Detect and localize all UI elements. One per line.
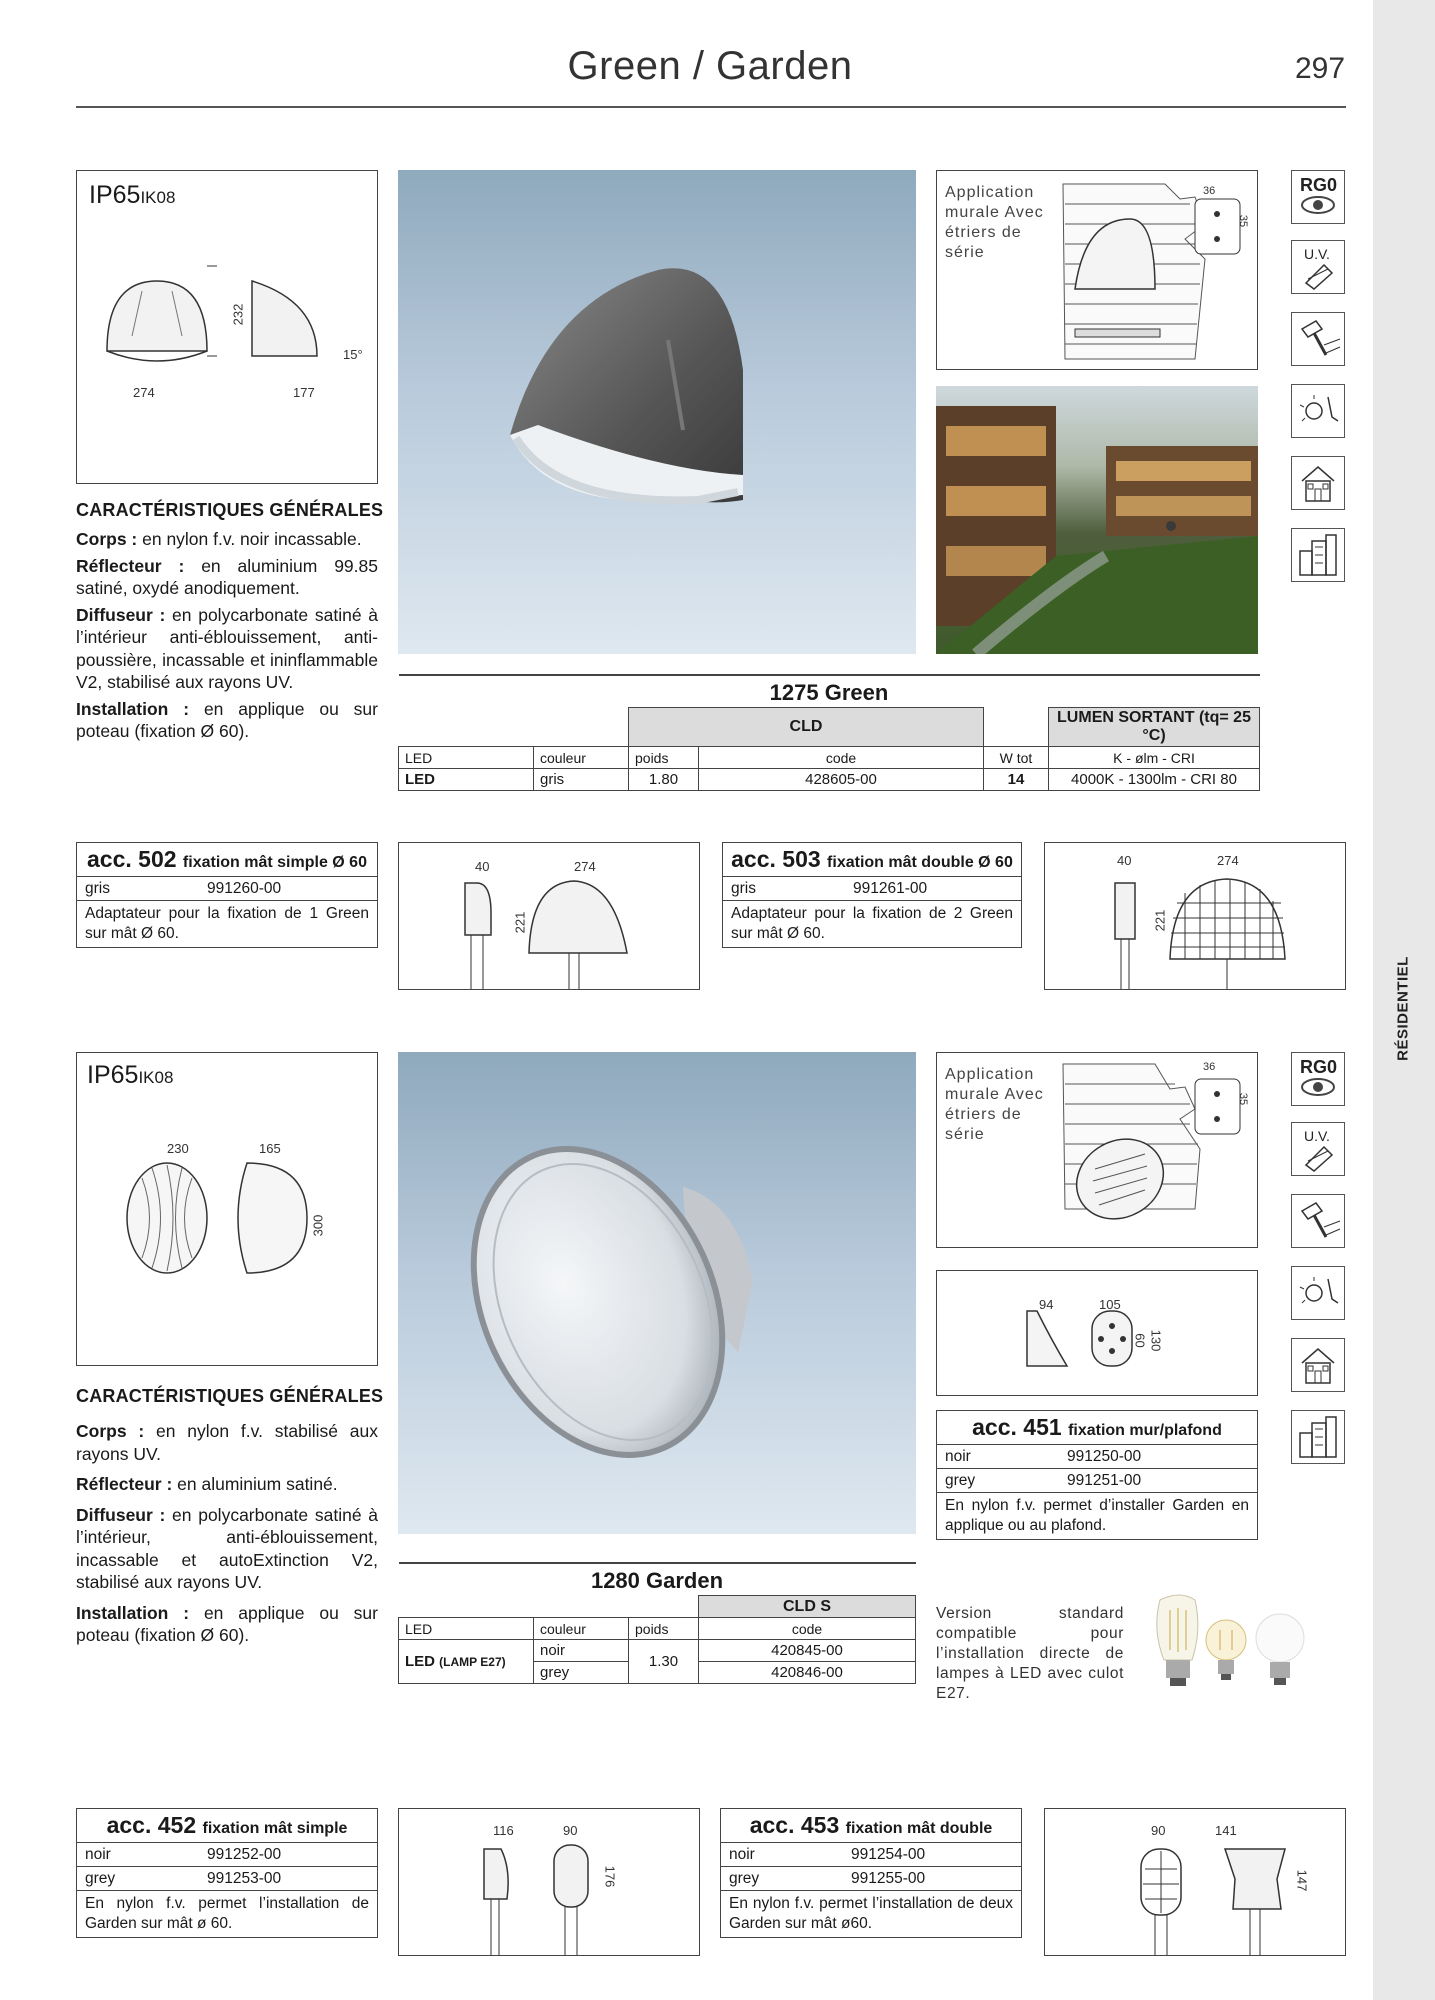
table-row: LED gris 1.80 428605-00 14 4000K - 1300lm - CRI 80 <box>399 769 1260 791</box>
garden-height-dim: 300 <box>310 1214 326 1237</box>
header-rule <box>76 106 1346 108</box>
green-table-title: 1275 Green <box>399 675 1260 708</box>
green-ambience-photo <box>936 386 1258 654</box>
rgo-eye-icon <box>1291 170 1345 224</box>
green-product-table <box>398 674 1260 791</box>
green-feature-diffuser: Diffuseur : en polycarbonate satiné à l’intérieur anti-éblouissement, anti-poussière, incassable et ininflammable V2, stabilisé aux rayons UV. <box>76 604 378 692</box>
acc-503-dim-a: 40 <box>1117 853 1132 868</box>
list-item: grey 991251-00 <box>937 1469 1257 1493</box>
green-th-wtot: W tot <box>984 747 1049 769</box>
acc-453-dim-b: 141 <box>1215 1823 1237 1838</box>
green-table-group-lumen: LUMEN SORTANT (tq= 25 °C) <box>1049 708 1260 747</box>
table-row: grey 420846-00 <box>399 1662 916 1684</box>
garden-bracket-dim-d: 130 <box>1148 1329 1164 1352</box>
acc-503-title: acc. 503 fixation mât double Ø 60 <box>723 843 1021 877</box>
garden-product-photo <box>398 1052 916 1534</box>
garden-bracket-dim-b: 105 <box>1099 1297 1121 1312</box>
glare-icon <box>1291 384 1345 438</box>
garden-th-led: LED <box>399 1618 534 1640</box>
acc-451-title: acc. 451 fixation mur/plafond <box>937 1411 1257 1445</box>
acc-453-title: acc. 453 fixation mât double <box>721 1809 1021 1843</box>
green-features-list <box>76 528 378 743</box>
green-th-led: LED <box>399 747 534 769</box>
green-feature-installation: Installation : en applique ou sur poteau (fixation Ø 60). <box>76 698 378 741</box>
uv-label: U.V. <box>1304 1128 1330 1144</box>
garden-application-box <box>936 1052 1258 1248</box>
acc-502-card <box>76 842 378 948</box>
green-depth-dim: 177 <box>293 385 315 400</box>
garden-table-group: CLD S <box>699 1596 916 1618</box>
page-number: 297 <box>1295 52 1346 85</box>
building-icon <box>1291 1410 1345 1464</box>
acc-452-title: acc. 452 fixation mât simple <box>77 1809 377 1843</box>
uv-label: U.V. <box>1304 246 1330 262</box>
acc-451-card <box>936 1410 1258 1540</box>
green-product-photo <box>398 170 916 654</box>
table-row: LED (LAMP E27) noir 1.30 420845-00 <box>399 1640 916 1662</box>
garden-led-cell: LED (LAMP E27) <box>399 1640 534 1684</box>
garden-width-dim: 230 <box>167 1141 189 1156</box>
acc-502-desc: Adaptateur pour la fixation de 1 Green sur mât Ø 60. <box>85 905 369 942</box>
list-item: noir 991252-00 <box>77 1843 377 1867</box>
green-width-dim: 274 <box>133 385 155 400</box>
green-height-dim: 232 <box>230 303 246 326</box>
green-feature-body: Corps : en nylon f.v. noir incassable. <box>76 529 362 549</box>
garden-feature-body: Corps : en nylon f.v. stabilisé aux rayons UV. <box>76 1421 379 1464</box>
acc-453-dim-a: 90 <box>1151 1823 1166 1838</box>
garden-bracket-dim-a: 94 <box>1039 1297 1054 1312</box>
garden-features-list <box>76 1420 378 1647</box>
list-item: grey 991255-00 <box>721 1867 1021 1891</box>
acc-451-desc: En nylon f.v. permet d’installer Garden en applique ou au plafond. <box>945 1497 1249 1534</box>
garden-ip-rating: IP65IK08 <box>87 1061 174 1089</box>
acc-502-dim-b: 274 <box>574 859 596 874</box>
acc-502-drawing <box>398 842 700 990</box>
acc-503-card <box>722 842 1022 948</box>
green-th-klm: K - ølm - CRI <box>1049 747 1260 769</box>
garden-th-weight: poids <box>629 1618 699 1640</box>
uv-icon <box>1291 240 1345 294</box>
green-dimension-box <box>76 170 378 484</box>
acc-502-dim-a: 40 <box>475 859 490 874</box>
list-item: gris 991260-00 <box>77 877 377 901</box>
acc-502-dim-c: 221 <box>512 911 528 934</box>
building-icon <box>1291 528 1345 582</box>
section-label: RÉSIDENTIEL <box>1394 956 1412 1061</box>
garden-bracket-dim-c: 60 <box>1132 1333 1148 1348</box>
green-dimension-drawing <box>87 261 367 391</box>
rgo-label: RG0 <box>1300 175 1338 195</box>
acc-452-dim-c: 176 <box>602 1865 618 1888</box>
glare-icon <box>1291 1266 1345 1320</box>
acc-453-card <box>720 1808 1022 1938</box>
list-item: gris 991261-00 <box>723 877 1021 901</box>
garden-dimension-box <box>76 1052 378 1366</box>
house-icon <box>1291 1338 1345 1392</box>
led-bulbs-image <box>1140 1590 1310 1700</box>
green-features-title: CARACTÉRISTIQUES GÉNÉRALES <box>76 500 384 520</box>
garden-features-title: CARACTÉRISTIQUES GÉNÉRALES <box>76 1386 384 1406</box>
list-item: noir 991250-00 <box>937 1445 1257 1469</box>
green-table-group-cld: CLD <box>629 708 984 747</box>
garden-bracket-drawing <box>936 1270 1258 1396</box>
green-app-dim-a: 36 <box>1203 185 1216 197</box>
acc-503-dim-b: 274 <box>1217 853 1239 868</box>
green-feature-reflector: Réflecteur : en aluminium 99.85 satiné, oxydé anodiquement. <box>76 555 378 598</box>
list-item: noir 991254-00 <box>721 1843 1021 1867</box>
acc-503-desc: Adaptateur pour la fixation de 2 Green sur mât Ø 60. <box>731 905 1013 942</box>
acc-453-desc: En nylon f.v. permet l’installation de deux Garden sur mât ø60. <box>729 1895 1013 1932</box>
green-th-color: couleur <box>534 747 629 769</box>
garden-application-text: Application murale Avec étriers de série <box>945 1066 1044 1143</box>
green-angle-dim: 15° <box>343 347 363 362</box>
acc-503-drawing <box>1044 842 1346 990</box>
page-title: Green / Garden <box>567 44 853 88</box>
garden-depth-dim: 165 <box>259 1141 281 1156</box>
acc-453-drawing <box>1044 1808 1346 1956</box>
acc-452-desc: En nylon f.v. permet l’installation de Garden sur mât ø 60. <box>85 1895 369 1932</box>
garden-app-dim-a: 36 <box>1203 1061 1216 1073</box>
house-icon <box>1291 456 1345 510</box>
acc-452-card <box>76 1808 378 1938</box>
garden-table-title: 1280 Garden <box>399 1563 916 1596</box>
garden-app-dim-b: 35 <box>1237 1092 1250 1106</box>
rgo-label: RG0 <box>1300 1057 1338 1077</box>
list-item: grey 991253-00 <box>77 1867 377 1891</box>
green-application-text: Application murale Avec étriers de série <box>945 184 1044 261</box>
hammer-icon <box>1291 1194 1345 1248</box>
garden-feature-diffuser: Diffuseur : en polycarbonate satiné à l’intérieur, anti-éblouissement, incassable et autoExtinction V2, stabilisé aux rayons UV. <box>76 1504 378 1592</box>
green-application-box <box>936 170 1258 370</box>
garden-feature-reflector: Réflecteur : en aluminium satiné. <box>76 1474 338 1494</box>
uv-icon <box>1291 1122 1345 1176</box>
garden-feature-installation: Installation : en applique ou sur poteau (fixation Ø 60). <box>76 1602 378 1645</box>
acc-503-dim-c: 221 <box>1152 909 1168 932</box>
garden-th-code: code <box>699 1618 916 1640</box>
acc-502-title: acc. 502 fixation mât simple Ø 60 <box>77 843 377 877</box>
hammer-icon <box>1291 312 1345 366</box>
garden-product-table <box>398 1562 916 1684</box>
acc-452-dim-b: 90 <box>563 1823 578 1838</box>
green-th-code: code <box>699 747 984 769</box>
green-ip-rating: IP65IK08 <box>89 181 176 209</box>
acc-452-drawing <box>398 1808 700 1956</box>
rgo-eye-icon <box>1291 1052 1345 1106</box>
garden-th-color: couleur <box>534 1618 629 1640</box>
garden-bulb-text: Version standard compatible pour l’installation directe de lampes à LED avec culot E27. <box>936 1605 1124 1702</box>
acc-452-dim-a: 116 <box>493 1823 514 1838</box>
green-app-dim-b: 35 <box>1237 214 1250 228</box>
green-th-weight: poids <box>629 747 699 769</box>
acc-453-dim-c: 147 <box>1294 1869 1310 1892</box>
